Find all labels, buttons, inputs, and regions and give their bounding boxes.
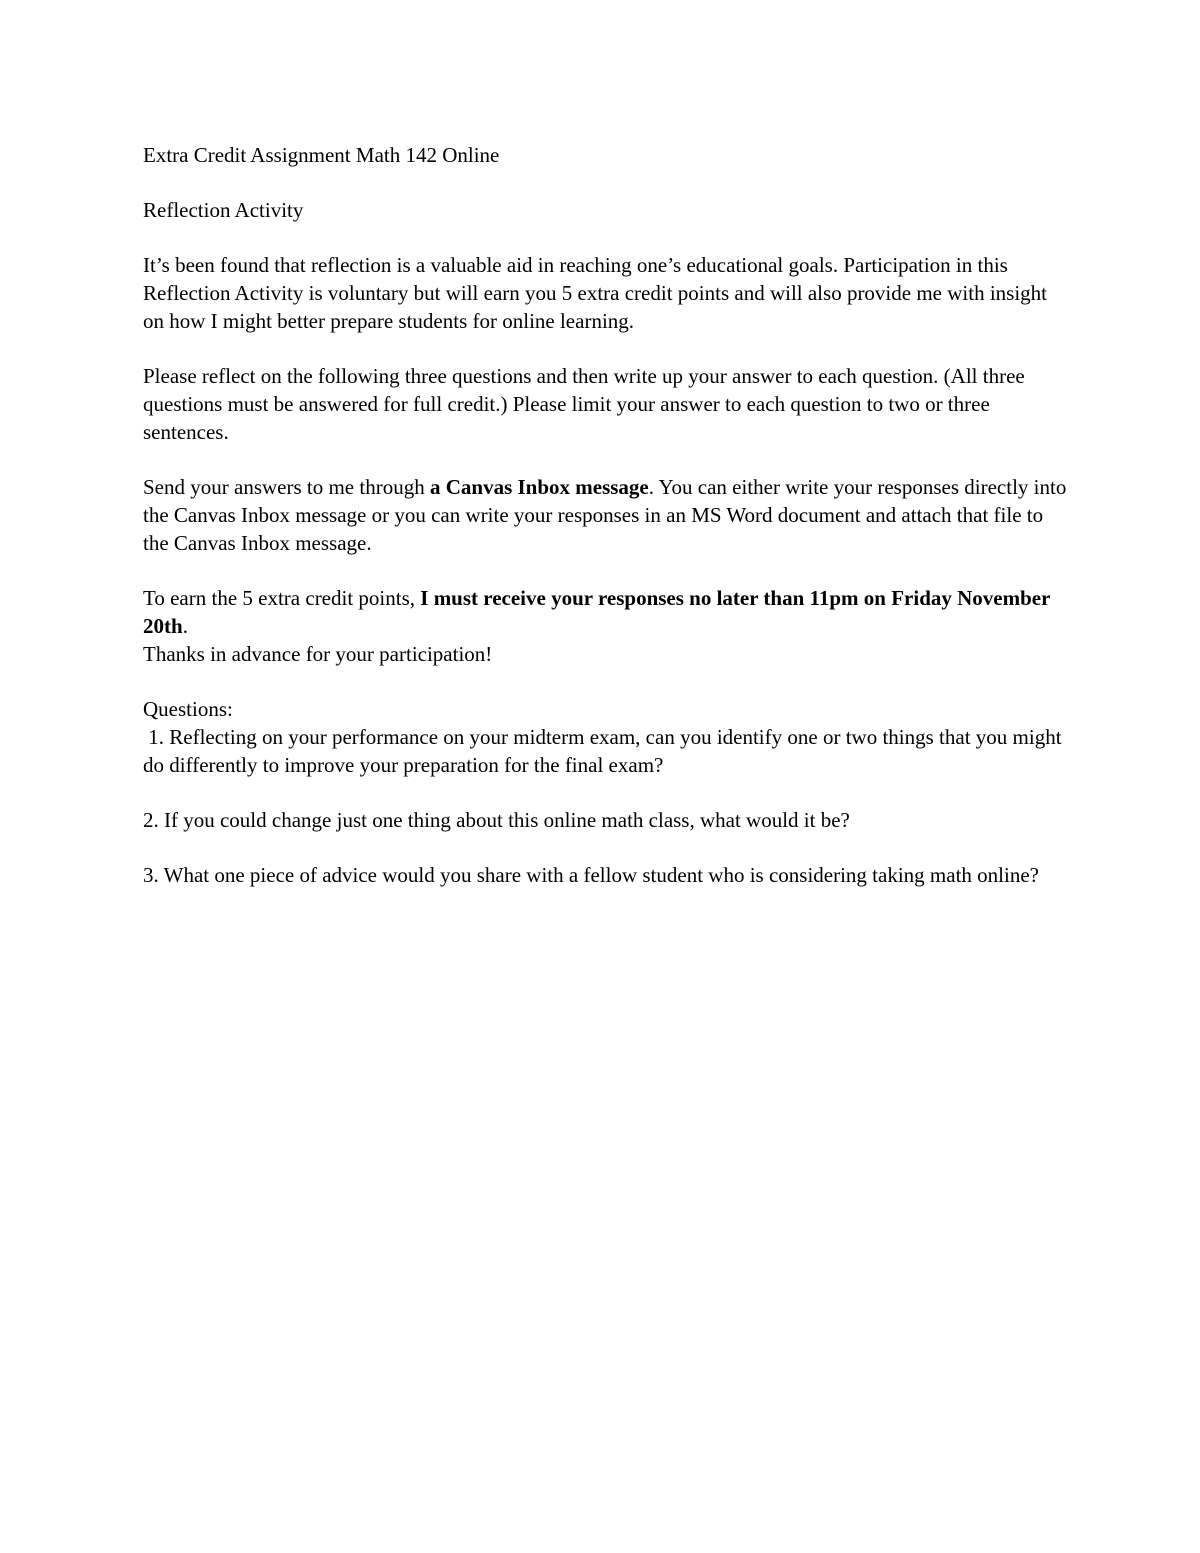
submission-text-after: . You can either write your responses directly into the Canvas Inbox message or you can write your responses in an MS Word document and attach that file to the Canvas Inbox message.: [143, 475, 1067, 555]
deadline-paragraph: [143, 584, 1073, 640]
submission-text-before: Send your answers to me through: [143, 475, 430, 499]
document-body: [143, 141, 1073, 916]
document-subtitle: Reflection Activity: [143, 198, 304, 222]
intro-paragraph: It’s been found that reflection is a valuable aid in reaching one’s educational goals. Participation in this Reflection Activity is voluntary but will earn you 5 extra credit points and will also provide me with insight on how I might better prepare students for online learning.: [143, 253, 1048, 333]
instructions-paragraph: Please reflect on the following three questions and then write up your answer to each question. (All three questions must be answered for full credit.) Please limit your answer to each question to two or three sentences.: [143, 364, 1025, 444]
deadline-emphasis: I must receive your responses no later than 11pm on Friday November 20th: [143, 586, 1051, 638]
question-2: 2. If you could change just one thing about this online math class, what would it be?: [143, 808, 850, 832]
document-title: Extra Credit Assignment Math 142 Online: [143, 143, 500, 167]
questions-label: Questions:: [143, 697, 233, 721]
submission-method-emphasis: a Canvas Inbox message: [429, 475, 649, 499]
deadline-text-after: .: [182, 614, 188, 638]
submission-paragraph: [143, 473, 1073, 557]
question-3: 3. What one piece of advice would you share with a fellow student who is considering taking math online?: [143, 863, 1039, 887]
question-1: 1. Reflecting on your performance on your midterm exam, can you identify one or two things that you might do differently to improve your preparation for the final exam?: [143, 725, 1067, 777]
deadline-text-before: To earn the 5 extra credit points,: [143, 586, 421, 610]
thanks-line: Thanks in advance for your participation!: [143, 642, 493, 666]
